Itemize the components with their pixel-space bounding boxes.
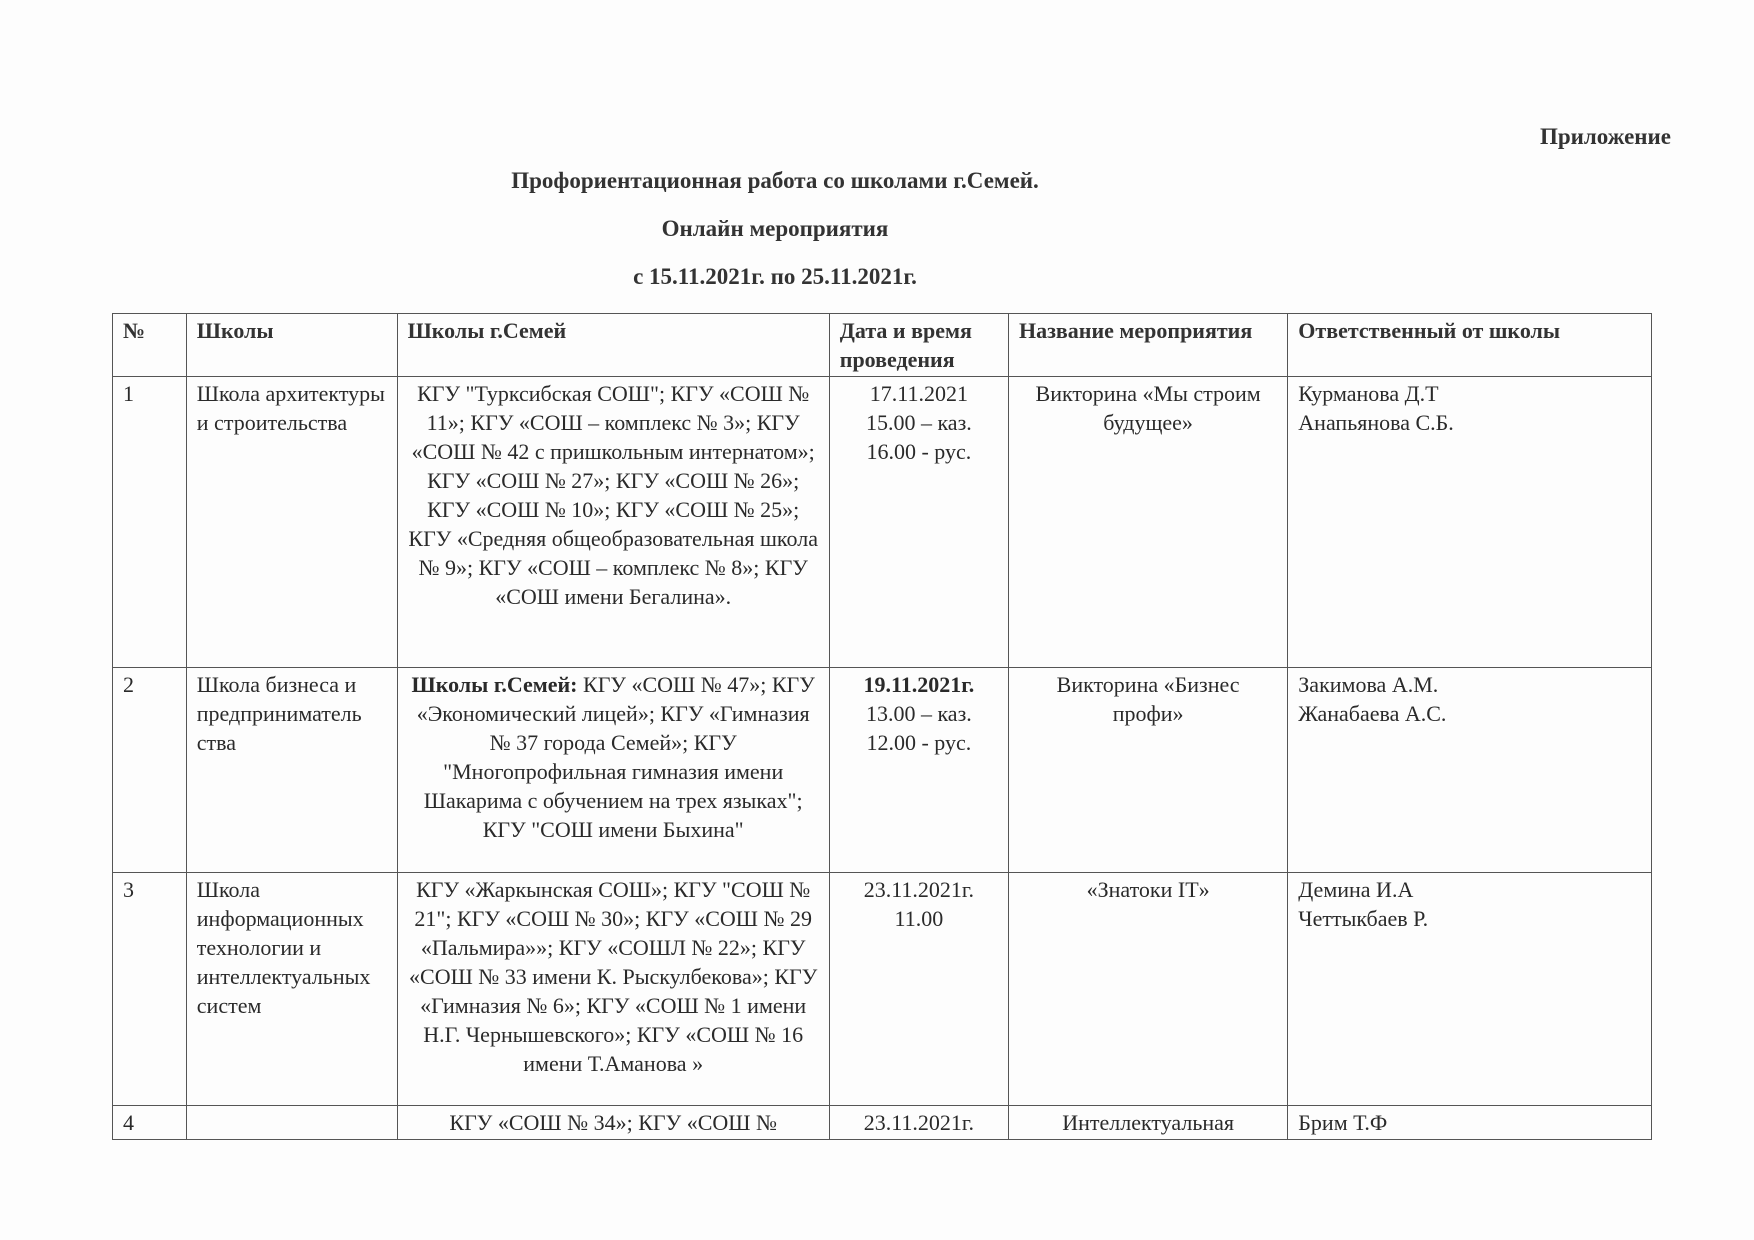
row-school: Школа архитектуры и строительства [186,377,397,668]
row-date: 23.11.2021г. [863,877,974,902]
table-row [113,377,1652,668]
schedule-table [112,313,1652,1140]
row-responsible [1288,1106,1652,1140]
row-time-2: 16.00 - рус. [866,439,972,464]
row-num: 4 [113,1106,187,1140]
row-datetime [829,1106,1008,1140]
appendix-label: Приложение [1539,124,1671,149]
document-subtitle: Онлайн мероприятия [661,216,889,241]
row-time-1: 13.00 – каз. [865,701,972,726]
row-responsible-1: Брим Т.Ф [1298,1110,1388,1135]
row-school-list-text: КГУ «СОШ № 47»; КГУ «Экономический лицей»; КГУ «Гимназия № 37 города Семей»; КГУ "Многопрофильная гимназия имени Шакарима с обучением на трех языках"; КГУ "СОШ имени Быхина" [416,672,815,842]
header-school: Школы [186,314,397,377]
header-city-schools: Школы г.Семей [397,314,829,377]
row-datetime [829,377,1008,668]
row-num: 1 [113,377,187,668]
row-responsible-1: Демина И.А [1298,877,1414,902]
row-school [186,1106,397,1140]
header-event: Название мероприятия [1008,314,1287,377]
row-responsible [1288,668,1652,873]
row-school: Школа информационных технологии и интеллектуальных систем [186,873,397,1106]
row-school-list [397,377,829,668]
row-responsible-2: Четтыкбаев Р. [1298,906,1429,931]
row-responsible-2: Жанабаева А.С. [1298,701,1447,726]
row-responsible-2: Анапьянова С.Б. [1298,410,1454,435]
row-date: 23.11.2021г. [863,1110,974,1135]
header-num: № [113,314,187,377]
table-row [113,1106,1652,1140]
row-event: Викторина «Бизнес профи» [1008,668,1287,873]
row-num: 3 [113,873,187,1106]
row-responsible-1: Курманова Д.Т [1298,381,1439,406]
row-school-list [397,1106,829,1140]
row-school-list-prefix: Школы г.Семей: [411,672,578,697]
row-school: Школа бизнеса и предприниматель ства [186,668,397,873]
header-datetime: Дата и время проведения [829,314,1008,377]
row-num: 2 [113,668,187,873]
row-responsible-1: Закимова А.М. [1298,672,1439,697]
row-school-list-text: КГУ «СОШ № 34»; КГУ «СОШ № [449,1110,777,1135]
row-date: 17.11.2021 [869,381,968,406]
document-period: с 15.11.2021г. по 25.11.2021г. [633,264,917,289]
table-row [113,668,1652,873]
document-title: Профориентационная работа со школами г.Семей. [511,168,1039,193]
row-responsible [1288,377,1652,668]
row-event: «Знатоки IT» [1008,873,1287,1106]
table-header-row [113,314,1652,377]
row-school-list [397,873,829,1106]
row-datetime [829,873,1008,1106]
row-time-2: 12.00 - рус. [866,730,972,755]
row-event: Интеллектуальная [1008,1106,1287,1140]
row-datetime [829,668,1008,873]
row-time-1: 15.00 – каз. [865,410,972,435]
table-row [113,873,1652,1106]
row-school-list [397,668,829,873]
row-responsible [1288,873,1652,1106]
row-school-list-text: КГУ "Турксибская СОШ"; КГУ «СОШ № 11»; КГУ «СОШ – комплекс № 3»; КГУ «СОШ № 42 с пришкольным интернатом»; КГУ «СОШ № 27»; КГУ «СОШ № 26»; КГУ «СОШ № 10»; КГУ «СОШ № 25»; КГУ «Средняя общеобразовательная школа № 9»; КГУ «СОШ – комплекс № 8»; КГУ «СОШ имени Бегалина». [408,381,818,609]
row-school-list-text: КГУ «Жаркынская СОШ»; КГУ "СОШ № 21"; КГУ «СОШ № 30»; КГУ «СОШ № 29 «Пальмира»»; КГУ «СОШЛ № 22»; КГУ «СОШ № 33 имени К. Рыскулбекова»; КГУ «Гимназия № 6»; КГУ «СОШ № 1 имени Н.Г. Чернышевского»; КГУ «СОШ № 16 имени Т.Аманова » [409,877,818,1076]
row-time-1: 11.00 [894,906,944,931]
header-responsible: Ответственный от школы [1288,314,1652,377]
row-date: 19.11.2021г. [863,672,975,697]
row-event: Викторина «Мы строим будущее» [1008,377,1287,668]
